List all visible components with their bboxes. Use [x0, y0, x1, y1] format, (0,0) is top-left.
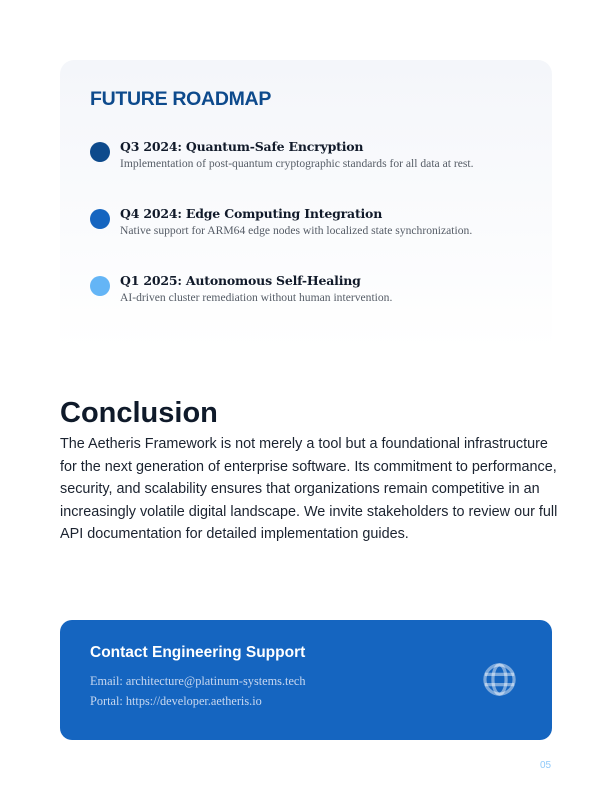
milestone-dot-icon	[90, 209, 110, 229]
roadmap-item-description: Implementation of post-quantum cryptographic standards for all data at rest.	[120, 157, 474, 170]
page-number: 05	[540, 760, 552, 771]
roadmap-item-title: Q3 2024: Quantum-Safe Encryption	[120, 139, 364, 154]
contact-card	[60, 620, 552, 740]
conclusion-body: The Aetheris Framework is not merely a tool but a foundational infrastructure for the next generation of enterprise software. Its commitment to performance, security, and scalability ensures that organizations remain competitive in an increasingly volatile digital landscape. We invite stakeholders to review our full API documentation for detailed implementation guides.	[60, 436, 558, 542]
conclusion-heading: Conclusion	[60, 397, 218, 429]
contact-portal[interactable]: Portal: https://developer.aetheris.io	[90, 694, 262, 708]
roadmap-item-description: AI-driven cluster remediation without human intervention.	[120, 291, 393, 304]
roadmap-card	[60, 60, 552, 350]
contact-title: Contact Engineering Support	[90, 644, 306, 661]
milestone-dot-icon	[90, 142, 110, 162]
roadmap-item-description: Native support for ARM64 edge nodes with localized state synchronization.	[120, 224, 473, 237]
roadmap-title: FUTURE ROADMAP	[90, 88, 272, 110]
contact-email[interactable]: Email: architecture@platinum-systems.tech	[90, 674, 306, 688]
roadmap-item-title: Q1 2025: Autonomous Self-Healing	[120, 273, 361, 288]
milestone-dot-icon	[90, 276, 110, 296]
globe-icon	[482, 662, 517, 697]
roadmap-item-title: Q4 2024: Edge Computing Integration	[120, 206, 383, 221]
